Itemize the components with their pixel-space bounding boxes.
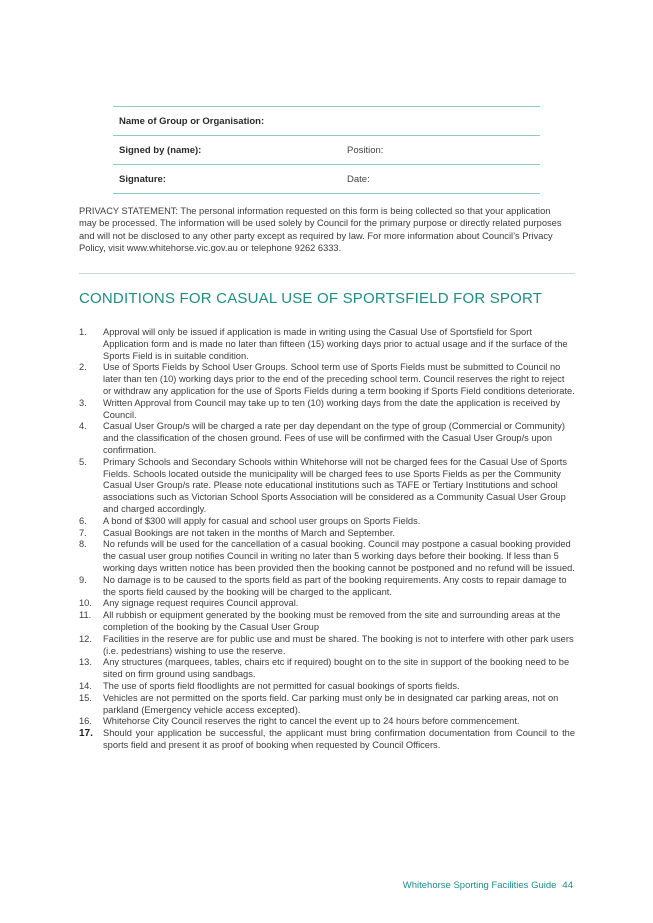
condition-item: 7. Casual Bookings are not taken in the months of March and September. xyxy=(79,527,395,538)
condition-item: 8. No refunds will be used for the cancellation of a casual booking. Council may postpone a casual booking provided the casual user group notifies Council in writing no later than 5 working days before their booking. If less than 5 working days written notice has been provided then the booking cannot be postponed and no refund will be issued. xyxy=(79,539,575,573)
condition-item: 11. All rubbish or equipment generated by the booking must be removed from the site and surrounding areas at the completion of the booking by the Casual User Group xyxy=(79,610,561,632)
condition-item: 15. Vehicles are not permitted on the sports field. Car parking must only be in designated car parking areas, not on parkland (Emergency vehicle access excepted). xyxy=(79,692,559,715)
conditions-heading: CONDITIONS FOR CASUAL USE OF SPORTSFIELD FOR SPORT xyxy=(79,290,543,307)
condition-item: 10. Any signage request requires Council approval. xyxy=(79,598,299,609)
condition-item: 16. Whitehorse City Council reserves the right to cancel the event up to 24 hours before commencement. xyxy=(79,716,520,727)
condition-item: 1. Approval will only be issued if application is made in writing using the Casual Use of Sportsfield for Sport Application form and is made no later than fifteen (15) working days prior to actual usage and if the surface of the Sports Field is in suitable condition. xyxy=(79,327,568,361)
condition-item: 6. A bond of $300 will apply for casual and school user groups on Sports Fields. xyxy=(79,515,421,526)
conditions-list xyxy=(79,327,575,752)
form-row-signature xyxy=(113,165,540,194)
form-row-signed xyxy=(113,136,540,165)
signature-form-table xyxy=(113,106,540,194)
condition-item: 13. Any structures (marquees, tables, chairs etc if required) bought on to the site in support of the booking need to be sited on firm ground using sandbags. xyxy=(79,657,570,680)
form-row-group xyxy=(113,107,540,136)
section-divider xyxy=(79,273,575,274)
condition-item: 2. Use of Sports Fields by School User Groups. School term use of Sports Fields must be submitted to Council no later than ten (10) working days prior to the end of the preceding school term. Council reserves the right to reject or withdraw any application for the use of Sports Fields during a term booking if Sports Field conditions deteriorate. xyxy=(79,362,575,396)
condition-item: 9. No damage is to be caused to the sports field as part of the booking requirements. Any costs to repair damage to the sports field caused by the booking will be charged to the applicant. xyxy=(79,574,567,597)
date-label: Date: xyxy=(347,173,370,185)
condition-item: 17. Should your application be successful, the applicant must bring confirmation documentation from Council to the sports field and present it as proof of booking when requested by Council Officers. xyxy=(79,728,575,750)
page-footer xyxy=(403,880,573,891)
guide-title: Whitehorse Sporting Facilities Guide xyxy=(402,880,557,891)
signature-label: Signature: xyxy=(119,173,166,185)
condition-item: 4. Casual User Group/s will be charged a rate per day dependant on the type of group (Commercial or Community) and the classification of the chosen ground. Fees of use will be confirmed with the Casual User Group/s upon confirmation. xyxy=(79,421,565,455)
group-name-label: Name of Group or Organisation: xyxy=(119,115,265,127)
signed-by-label: Signed by (name): xyxy=(119,144,202,156)
privacy-statement: PRIVACY STATEMENT: The personal information requested on this form is being collected so that your application may be processed. The information will be used solely by Council for the primary purpose or directly related purposes and will not be disclosed to any other party except as required by law. For more information about Council’s Privacy Policy, visit www.whitehorse.vic.gov.au or telephone 9262 6333. xyxy=(79,206,562,254)
position-label: Position: xyxy=(347,144,384,156)
condition-item: 12. Facilities in the reserve are for public use and must be shared. The booking is not to interfere with other park users (i.e. pedestrians) wishing to use the reserve. xyxy=(79,633,574,656)
page-number: 44 xyxy=(562,880,573,891)
condition-item: 5. Primary Schools and Secondary Schools within Whitehorse will not be charged fees for the Casual Use of Sports Fields. Schools located outside the municipality will be charged fees to use Sports Fields as per the Community Casual User Group/s rate. Please note educational institutions such as TAFE or Tertiary Institutions and school associations such as Victorian School Sports Association will be considered as a Community Casual User Group and charged accordingly. xyxy=(79,456,568,514)
condition-item: 14. The use of sports field floodlights are not permitted for casual bookings of sports fields. xyxy=(79,680,460,691)
condition-item: 3. Written Approval from Council may take up to ten (10) working days from the date the application is received by Council. xyxy=(79,397,561,420)
